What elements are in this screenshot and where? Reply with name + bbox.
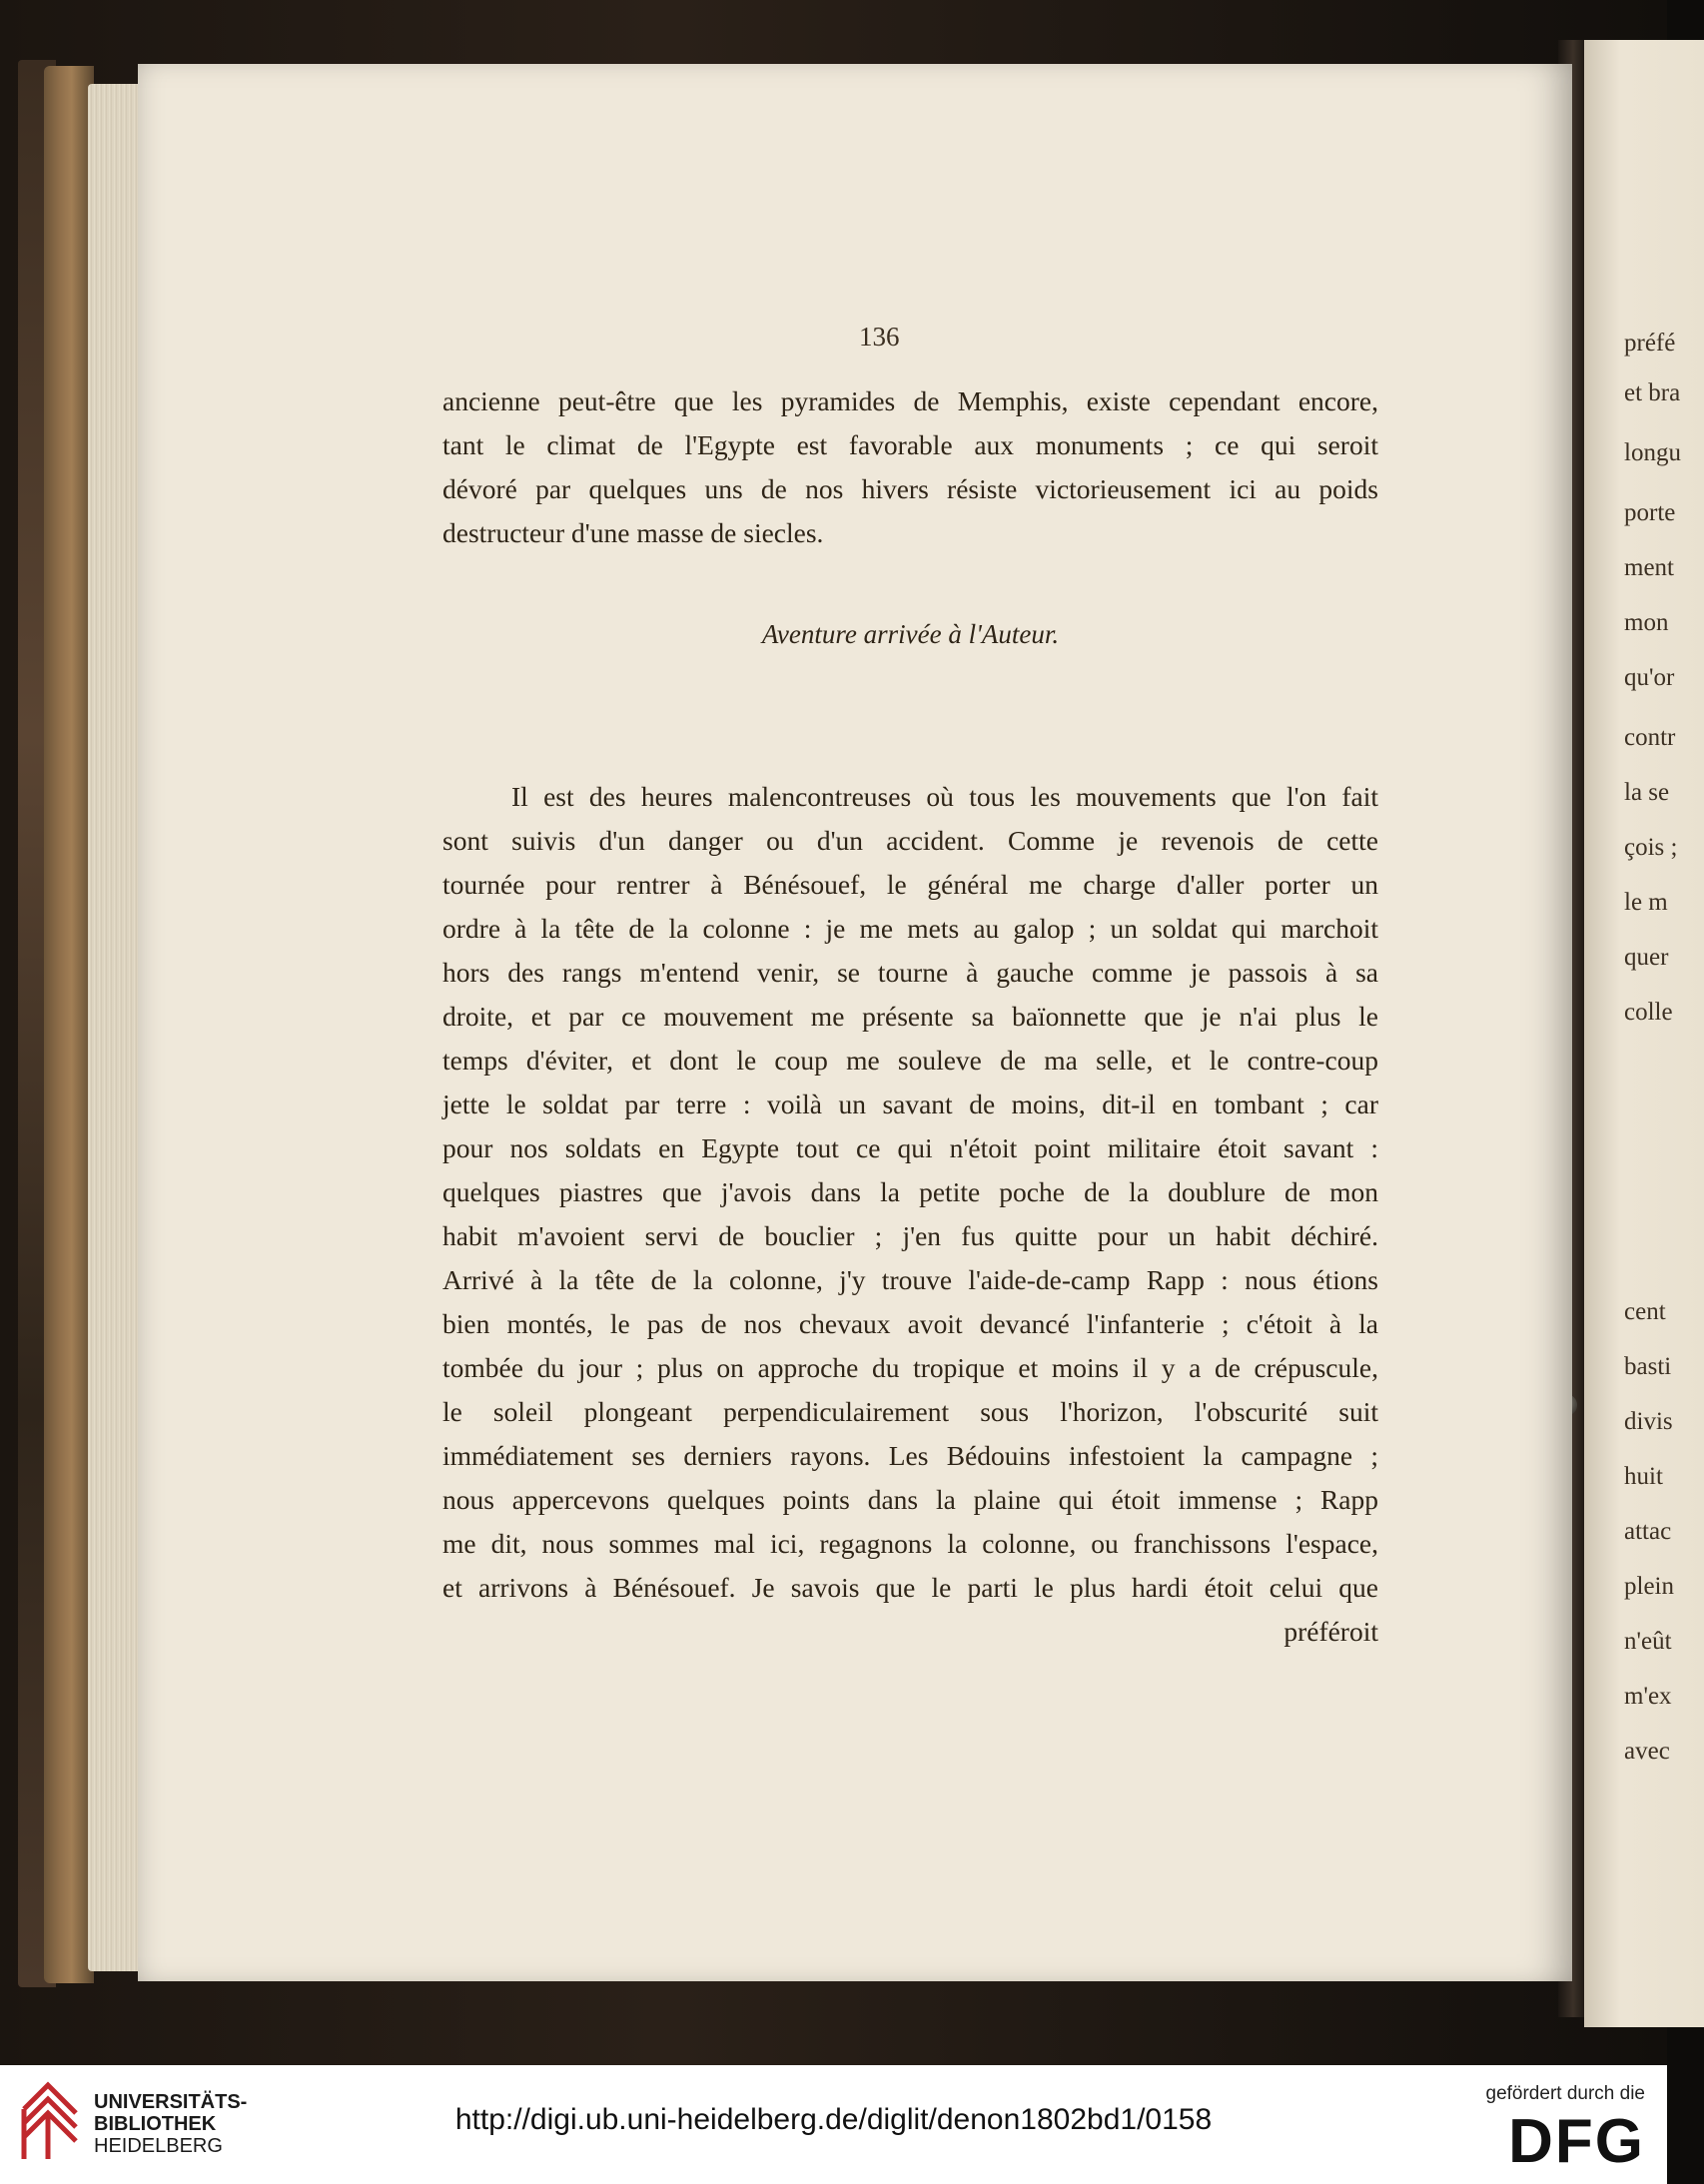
text-line: nous appercevons quelques points dans la plaine qui étoit immense ; Rapp (442, 1484, 1378, 1515)
text-line: tournée pour rentrer à Bénésouef, le général me charge d'aller porter un (442, 869, 1378, 900)
facing-page-text-fragment: le m (1624, 889, 1668, 916)
funded-by-label: gefördert durch die (1485, 2083, 1645, 2104)
facing-page-text-fragment: qu'or (1624, 664, 1675, 691)
dfg-logo: DFG (1508, 2107, 1645, 2176)
facing-page-text-fragment: çois ; (1624, 834, 1678, 861)
facing-page-text-fragment: contr (1624, 724, 1676, 751)
text-line: habit m'avoient servi de bouclier ; j'en fus quitte pour un habit déchiré. (442, 1220, 1378, 1251)
text-line: ordre à la tête de la colonne : je me mets au galop ; un soldat qui marchoit (442, 913, 1378, 944)
text-line: pour nos soldats en Egypte tout ce qui n'étoit point militaire étoit savant : (442, 1132, 1378, 1163)
facing-page-text-fragment: mon (1624, 609, 1669, 636)
institution-line: HEIDELBERG (94, 2135, 223, 2157)
text-line: dévoré par quelques uns de nos hivers résiste victorieusement ici au poids (442, 473, 1378, 504)
text-line: tant le climat de l'Egypte est favorable aux monuments ; ce qui seroit (442, 429, 1378, 460)
facing-page-text-fragment: plein (1624, 1573, 1674, 1600)
text-line: sont suivis d'un danger ou d'un accident. Comme je revenois de cette (442, 825, 1378, 856)
institution-line: UNIVERSITÄTS- (94, 2091, 248, 2113)
text-line: jette le soldat par terre : voilà un savant de moins, dit-il en tombant ; car (442, 1089, 1378, 1119)
text-line: destructeur d'une masse de siecles. (442, 517, 824, 548)
facing-page-text-fragment: la se (1624, 779, 1670, 806)
institution-line: BIBLIOTHEK (94, 2113, 217, 2135)
facing-page-text-fragment: huit (1624, 1463, 1663, 1490)
facing-page-text-fragment: divis (1624, 1408, 1673, 1435)
text-line: ancienne peut-être que les pyramides de Memphis, existe cependant encore, (442, 385, 1378, 416)
facing-page-text-fragment: basti (1624, 1353, 1672, 1380)
facing-page-text-fragment: longu (1624, 439, 1681, 466)
text-line: Arrivé à la tête de la colonne, j'y trouve l'aide-de-camp Rapp : nous étions (442, 1264, 1378, 1295)
facing-page-fragment (1584, 40, 1704, 2027)
text-line: le soleil plongeant perpendiculairement sous l'horizon, l'obscurité suit (442, 1396, 1378, 1427)
permalink-url[interactable]: http://digi.ub.uni-heidelberg.de/diglit/denon1802bd1/0158 (454, 2103, 1213, 2136)
facing-page-text-fragment: cent (1624, 1298, 1666, 1325)
section-heading: Aventure arrivée à l'Auteur. (761, 619, 1060, 649)
facing-page-text-fragment: ment (1624, 554, 1674, 581)
facing-page-text-fragment: et bra (1624, 379, 1681, 406)
facing-page-text-fragment: avec (1624, 1738, 1670, 1765)
facing-page-text-fragment: préfé (1624, 330, 1676, 357)
text-line: et arrivons à Bénésouef. Je savois que le parti le plus hardi étoit celui que (442, 1572, 1378, 1603)
text-line: bien montés, le pas de nos chevaux avoit devancé l'infanterie ; c'étoit à la (442, 1308, 1378, 1339)
text-line: tombée du jour ; plus on approche du tropique et moins il y a de crépuscule, (442, 1352, 1378, 1383)
facing-page-text-fragment: porte (1624, 499, 1676, 526)
catchword: préféroit (1283, 1616, 1378, 1647)
book-spine-edge (44, 66, 94, 1983)
page-number: 136 (859, 322, 900, 352)
facing-page-text-fragment: quer (1624, 944, 1669, 971)
text-line: Il est des heures malencontreuses où tous les mouvements que l'on fait (511, 781, 1378, 812)
facing-page-text-fragment: n'eût (1624, 1628, 1672, 1655)
facing-page-text-fragment: colle (1624, 999, 1673, 1026)
footer-bar (0, 2065, 1667, 2184)
text-line: temps d'éviter, et dont le coup me souleve de ma selle, et le contre-coup (442, 1045, 1378, 1076)
facing-page-text-fragment: attac (1624, 1518, 1672, 1545)
facing-page-text-fragment: m'ex (1624, 1683, 1672, 1710)
text-line: quelques piastres que j'avois dans la petite poche de la doublure de mon (442, 1176, 1378, 1207)
text-line: hors des rangs m'entend venir, se tourne à gauche comme je passois à sa (442, 957, 1378, 988)
text-line: droite, et par ce mouvement me présente sa baïonnette que je n'ai plus le (442, 1001, 1378, 1032)
text-line: me dit, nous sommes mal ici, regagnons la colonne, ou franchissons l'espace, (442, 1528, 1378, 1559)
text-line: immédiatement ses derniers rayons. Les Bédouins infestoient la campagne ; (442, 1440, 1378, 1471)
